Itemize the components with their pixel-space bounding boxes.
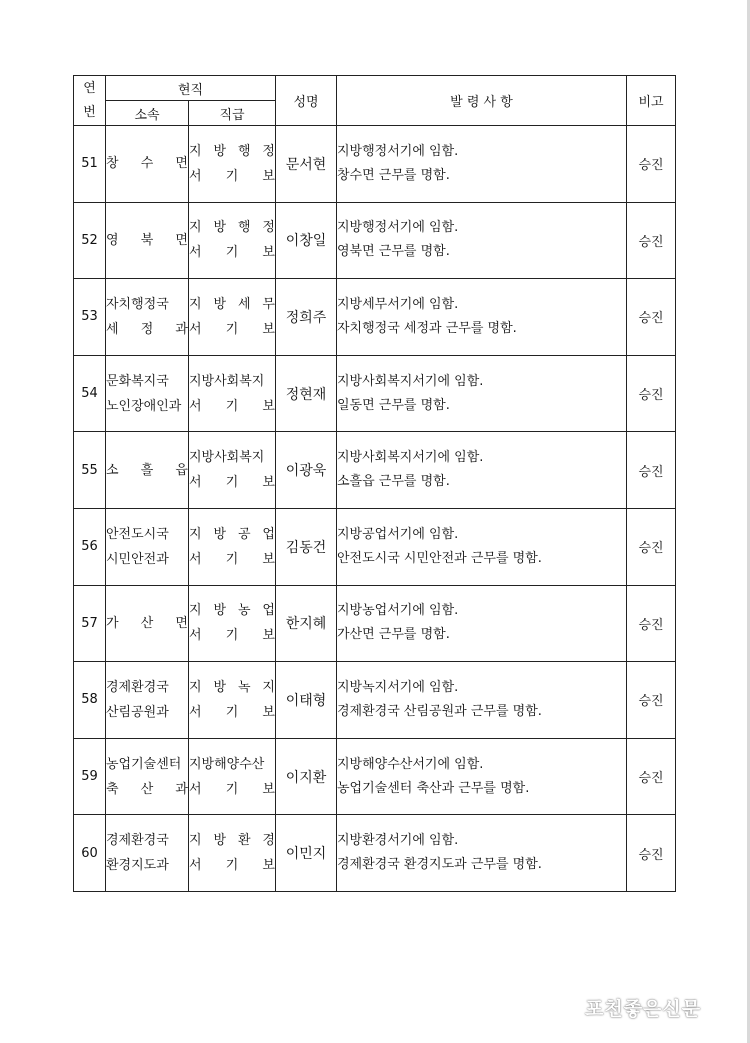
table-row [74,202,676,279]
appointment-order-cell [337,202,627,279]
header-serial-line2: 번 [83,104,96,120]
rank-line: 지 방 행 정 [189,143,275,159]
header-rank: 직급 [189,101,276,126]
note-cell: 승진 [627,815,676,892]
table-row [74,585,676,662]
rank-line: 서 기 보 [189,551,275,567]
table-body [74,126,676,892]
order-line: 지방공업서기에 임함. [337,526,459,542]
department-line: 소 흘 읍 [106,462,188,478]
rank-line: 지방해양수산 [189,756,265,772]
department-line: 환경지도과 [106,858,169,874]
order-line: 소흘읍 근무를 명함. [337,474,450,490]
rank-line: 지 방 환 경 [189,833,275,849]
rank-line: 지 방 농 업 [189,603,275,619]
department-line: 경제환경국 [106,679,169,695]
order-line: 일동면 근무를 명함. [337,397,450,413]
serial-number-cell: 52 [74,202,106,279]
header-row-top [74,76,676,101]
table-row [74,662,676,739]
note-cell: 승진 [627,508,676,585]
header-note: 비고 [627,76,676,126]
header-serial-line1: 연 [83,80,96,96]
appointment-order-cell [337,738,627,815]
order-line: 영북면 근무를 명함. [337,244,450,260]
department-line: 축 산 과 [106,781,188,797]
appointment-order-cell [337,279,627,356]
order-line: 창수면 근무를 명함. [337,167,450,183]
department-cell [106,585,189,662]
order-line: 지방해양수산서기에 임함. [337,756,484,772]
serial-number-cell: 56 [74,508,106,585]
rank-line: 지 방 행 정 [189,220,275,236]
order-line: 안전도시국 시민안전과 근무를 명함. [337,550,542,566]
appointment-order-cell [337,432,627,509]
header-serial-no [74,76,106,126]
serial-number-cell: 53 [74,279,106,356]
rank-line: 서 기 보 [189,321,275,337]
order-line: 지방사회복지서기에 임함. [337,450,484,466]
department-cell [106,202,189,279]
order-line: 지방행정서기에 임함. [337,220,459,236]
table-row [74,815,676,892]
note-cell: 승진 [627,126,676,203]
department-line: 세 정 과 [106,321,188,337]
person-name-cell: 한지혜 [276,585,337,662]
rank-line: 서 기 보 [189,858,275,874]
department-line: 자치행정국 [106,296,169,312]
rank-cell [189,202,276,279]
header-current-position: 현직 [106,76,276,101]
appointment-order-cell [337,585,627,662]
watermark-logo: 포천좋은신문 [585,998,702,1020]
rank-cell [189,279,276,356]
table-row [74,279,676,356]
person-name-cell: 이창일 [276,202,337,279]
serial-number-cell: 51 [74,126,106,203]
note-cell: 승진 [627,202,676,279]
rank-cell [189,738,276,815]
rank-cell [189,585,276,662]
department-line: 가 산 면 [106,615,188,631]
appointment-order-cell [337,508,627,585]
order-line: 지방농업서기에 임함. [337,603,459,619]
order-line: 자치행정국 세정과 근무를 명함. [337,320,517,336]
note-cell: 승진 [627,355,676,432]
department-line: 산림공원과 [106,704,169,720]
rank-line: 지 방 공 업 [189,526,275,542]
person-name-cell: 김동건 [276,508,337,585]
order-line: 지방녹지서기에 임함. [337,679,459,695]
note-cell: 승진 [627,662,676,739]
note-cell: 승진 [627,432,676,509]
serial-number-cell: 57 [74,585,106,662]
appointment-order-cell [337,355,627,432]
department-cell [106,126,189,203]
rank-line: 지방사회복지 [189,373,265,389]
department-cell [106,508,189,585]
rank-line: 서 기 보 [189,781,275,797]
note-cell: 승진 [627,279,676,356]
serial-number-cell: 55 [74,432,106,509]
rank-line: 서 기 보 [189,245,275,261]
order-line: 지방사회복지서기에 임함. [337,373,484,389]
department-line: 창 수 면 [106,156,188,172]
department-line: 영 북 면 [106,232,188,248]
appointment-order-cell [337,126,627,203]
header-dept: 소속 [106,101,189,126]
department-line: 안전도시국 [106,526,169,542]
rank-cell [189,508,276,585]
rank-cell [189,432,276,509]
rank-cell [189,126,276,203]
rank-line: 지 방 녹 지 [189,679,275,695]
department-line: 문화복지국 [106,373,169,389]
rank-line: 지방사회복지 [189,450,265,466]
table-row [74,738,676,815]
department-cell [106,738,189,815]
note-cell: 승진 [627,738,676,815]
serial-number-cell: 60 [74,815,106,892]
person-name-cell: 정현재 [276,355,337,432]
person-name-cell: 이광욱 [276,432,337,509]
rank-cell [189,355,276,432]
person-name-cell: 문서현 [276,126,337,203]
header-order: 발 령 사 항 [337,76,627,126]
serial-number-cell: 59 [74,738,106,815]
table-row [74,508,676,585]
order-line: 농업기술센터 축산과 근무를 명함. [337,780,530,796]
person-name-cell: 이지환 [276,738,337,815]
rank-line: 지 방 세 무 [189,296,275,312]
table-row [74,432,676,509]
department-line: 경제환경국 [106,833,169,849]
rank-line: 서 기 보 [189,704,275,720]
order-line: 지방세무서기에 임함. [337,296,459,312]
department-line: 농업기술센터 [106,756,182,772]
department-cell [106,355,189,432]
order-line: 경제환경국 환경지도과 근무를 명함. [337,857,542,873]
rank-line: 서 기 보 [189,628,275,644]
department-cell [106,815,189,892]
department-cell [106,662,189,739]
rank-cell [189,815,276,892]
rank-line: 서 기 보 [189,398,275,414]
order-line: 경제환경국 산림공원과 근무를 명함. [337,703,542,719]
department-line: 시민안전과 [106,551,169,567]
note-cell: 승진 [627,585,676,662]
serial-number-cell: 54 [74,355,106,432]
department-cell [106,432,189,509]
serial-number-cell: 58 [74,662,106,739]
department-cell [106,279,189,356]
person-name-cell: 이태형 [276,662,337,739]
header-name: 성명 [276,76,337,126]
department-line: 노인장애인과 [106,398,182,414]
rank-line: 서 기 보 [189,168,275,184]
person-name-cell: 정희주 [276,279,337,356]
order-line: 지방행정서기에 임함. [337,143,459,159]
table-row [74,355,676,432]
personnel-table [73,75,676,892]
appointment-order-cell [337,662,627,739]
rank-line: 서 기 보 [189,475,275,491]
order-line: 지방환경서기에 임함. [337,833,459,849]
person-name-cell: 이민지 [276,815,337,892]
appointment-order-cell [337,815,627,892]
rank-cell [189,662,276,739]
table-row [74,126,676,203]
order-line: 가산면 근무를 명함. [337,627,450,643]
